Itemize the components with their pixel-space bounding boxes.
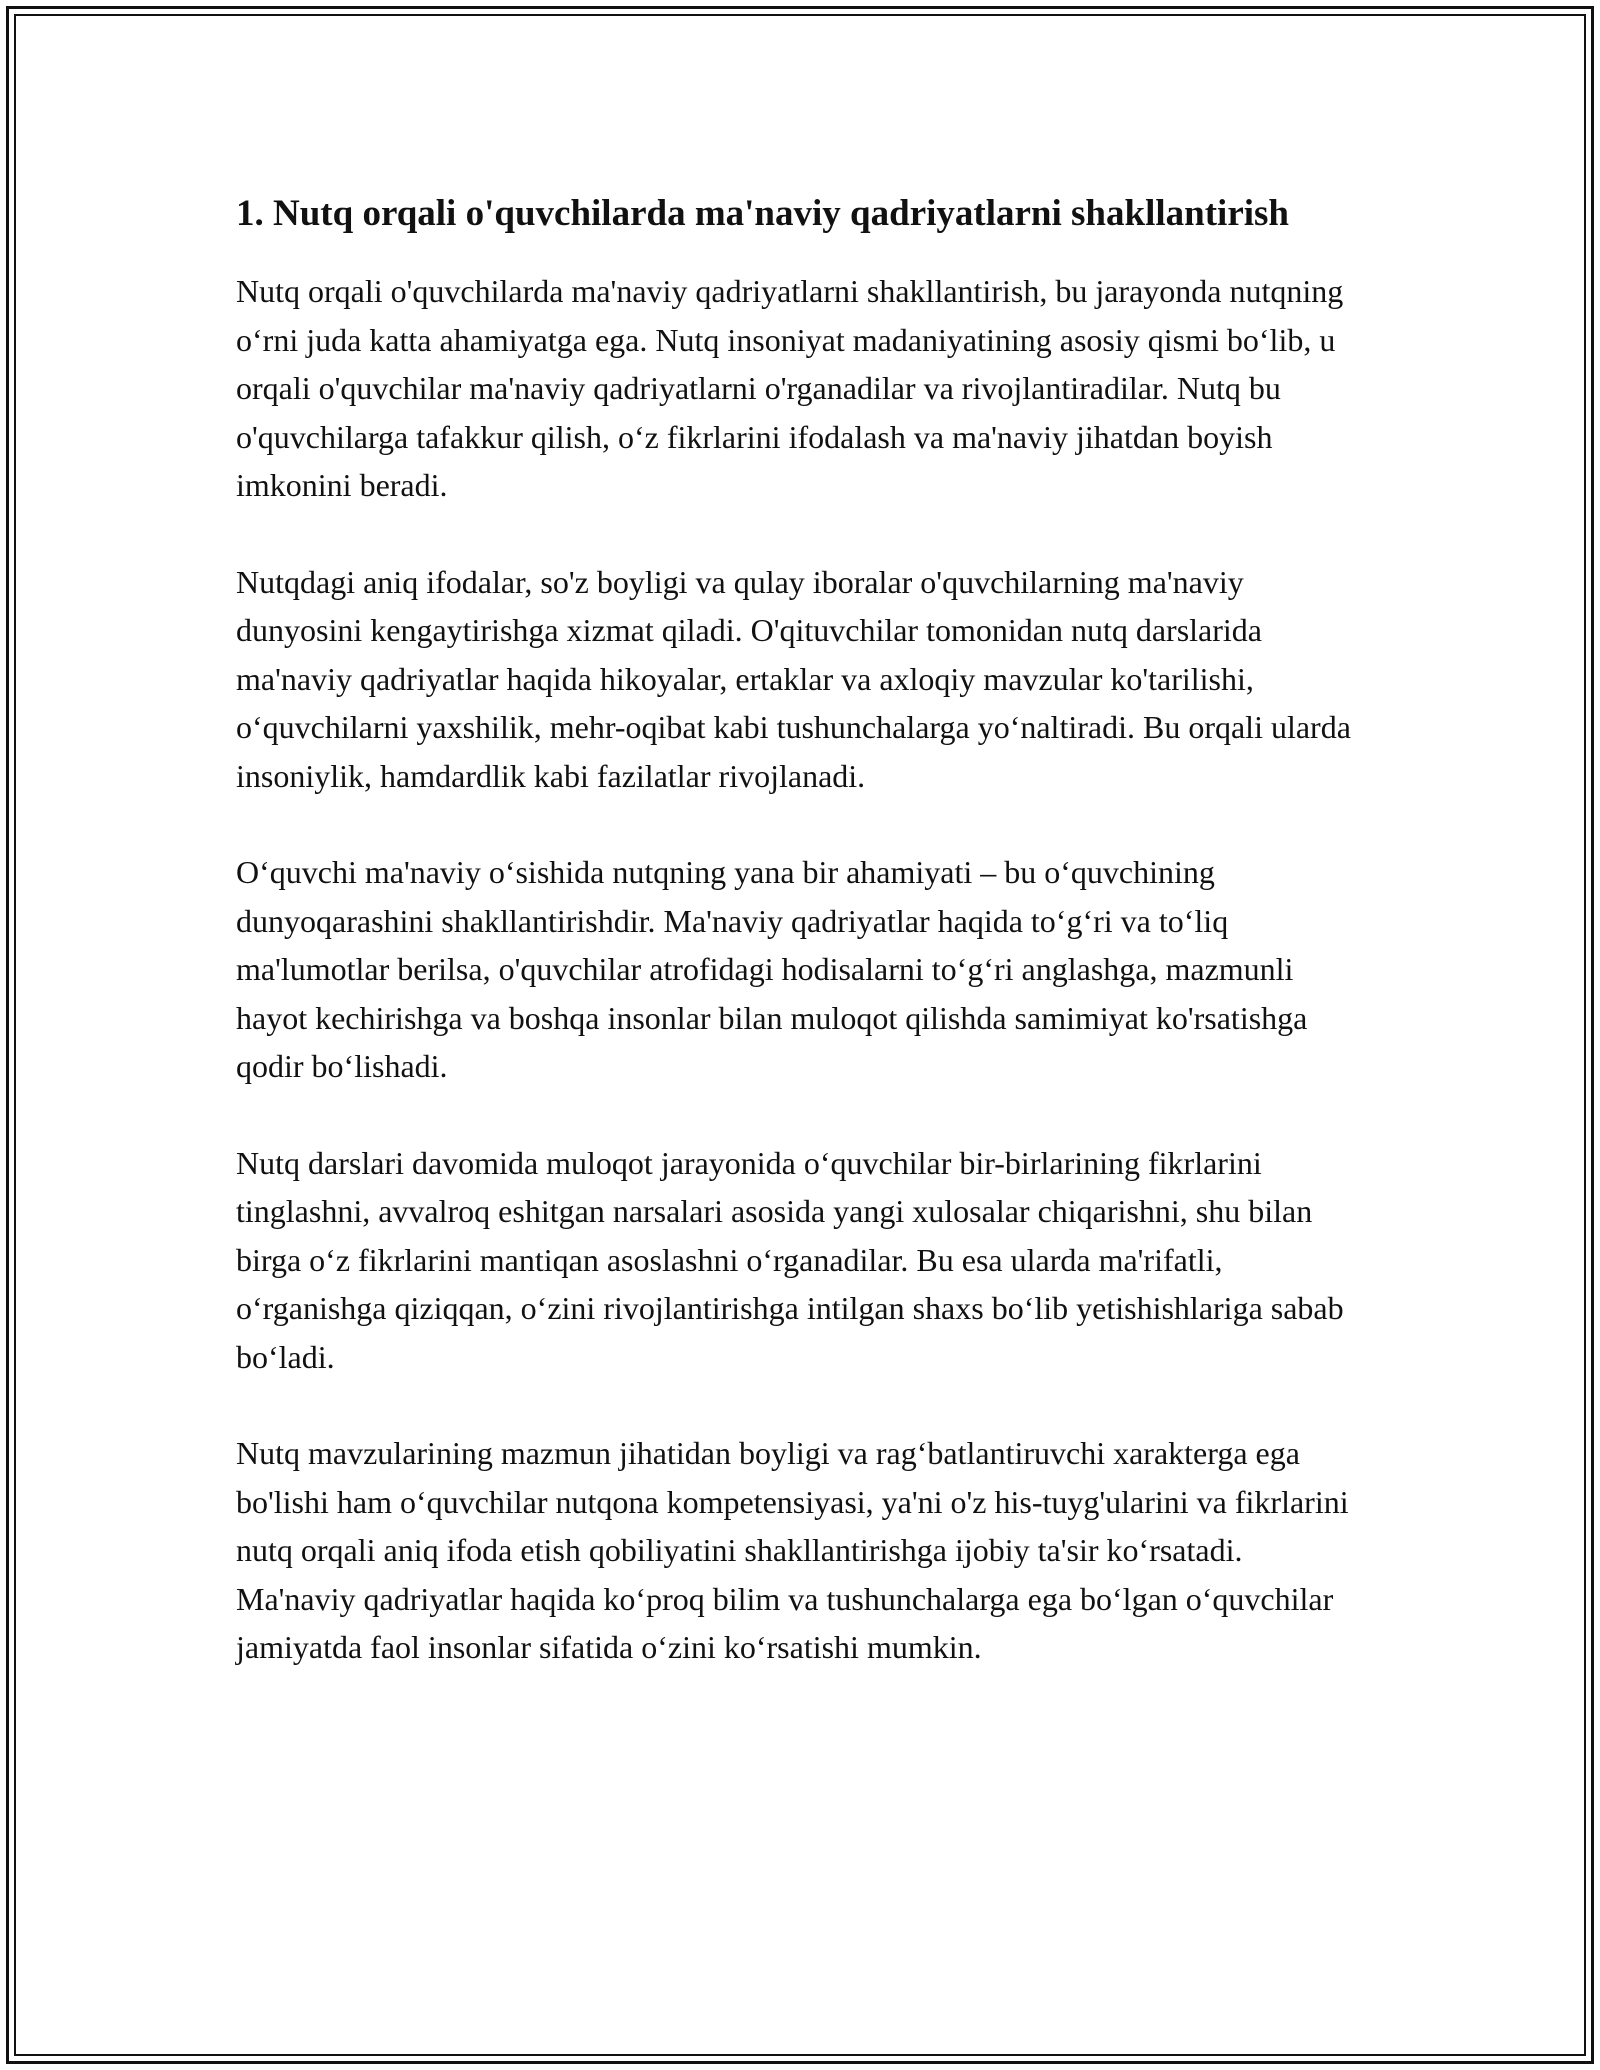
paragraph-2: Nutqdagi aniq ifodalar, so'z boyligi va qulay iboralar o'quvchilarning ma'naviy dunyosini kengaytirishga xizmat qiladi. O'qituvchilar tomonidan nutq darslarida ma'naviy qadriyatlar haqida hikoyalar, ertaklar va axloqiy mavzular ko'tarilishi, o‘quvchilarni yaxshilik, mehr-oqibat kabi tushunchalarga yo‘naltiradi. Bu orqali ularda insoniylik, hamdardlik kabi fazilatlar rivojlanadi. [236,563,1351,794]
paragraph-4: Nutq darslari davomida muloqot jarayonida o‘quvchilar bir-birlarining fikrlarini tinglashni, avvalroq eshitgan narsalari asosida yangi xulosalar chiqarishni, shu bilan birga o‘z fikrlarini mantiqan asoslashni o‘rganadilar. Bu esa ularda ma'rifatli, o‘rganishga qiziqqan, o‘zini rivojlantirishga intilgan shaxs bo‘lib yetishishlariga sabab bo‘ladi. [236,1144,1344,1375]
paragraph-5: Nutq mavzularining mazmun jihatidan boyligi va rag‘batlantiruvchi xarakterga ega bo'lishi ham o‘quvchilar nutqona kompetensiyasi, ya'ni o'z his-tuyg'ularini va fikrlarini nutq orqali aniq ifoda etish qobiliyatini shakllantirishga ijobiy ta'sir ko‘rsatadi. Ma'naviy qadriyatlar haqida ko‘proq bilim va tushunchalarga ega bo‘lgan o‘quvchilar jamiyatda faol insonlar sifatida o‘zini ko‘rsatishi mumkin. [236,1435,1349,1665]
paragraph-3: O‘quvchi ma'naviy o‘sishida nutqning yana bir ahamiyati – bu o‘quvchining dunyoqarashini shakllantirishdir. Ma'naviy qadriyatlar haqida to‘g‘ri va to‘liq ma'lumotlar berilsa, o'quvchilar atrofidagi hodisalarni to‘g‘ri anglashga, mazmunli hayot kechirishga va boshqa insonlar bilan muloqot qilishda samimiyat ko'rsatishga qodir bo‘lishadi. [236,854,1308,1084]
document-body [236,186,1366,1720]
paragraph-1: Nutq orqali o'quvchilarda ma'naviy qadriyatlarni shakllantirish, bu jarayonda nutqning o‘rni juda katta ahamiyatga ega. Nutq insoniyat madaniyatining asosiy qismi bo‘lib, u orqali o'quvchilar ma'naviy qadriyatlarni o'rganadilar va rivojlantiradilar. Nutq bu o'quvchilarga tafakkur qilish, o‘z fikrlarini ifodalash va ma'naviy jihatdan boyish imkonini beradi. [236,273,1344,503]
document-title: 1. Nutq orqali o'quvchilarda ma'naviy qadriyatlarni shakllantirish [236,193,1290,234]
